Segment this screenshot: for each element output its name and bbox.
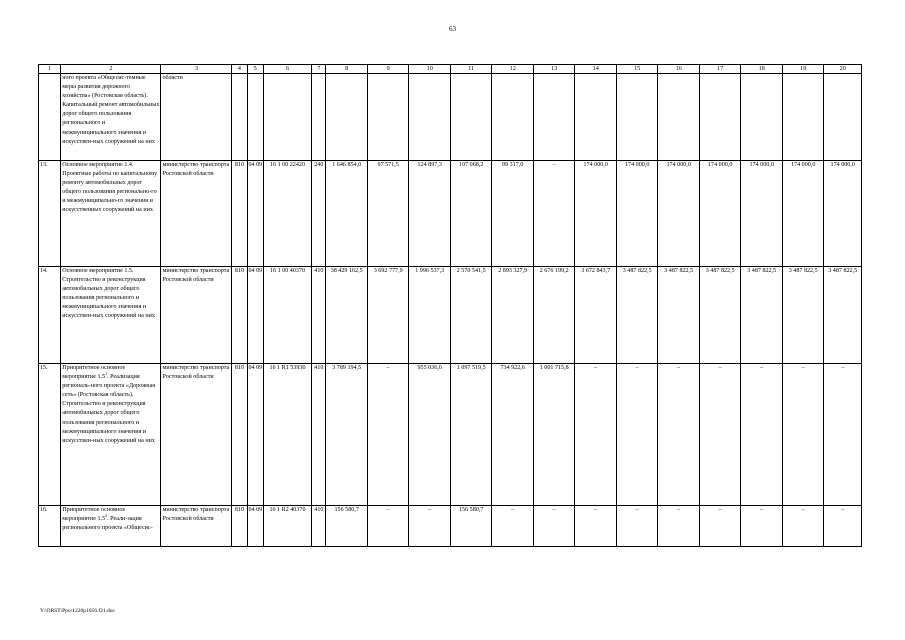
amount-cell: – bbox=[616, 506, 658, 547]
expense-type-cell: 410 bbox=[312, 267, 326, 364]
table-row bbox=[39, 74, 862, 161]
amount-cell: – bbox=[367, 364, 409, 506]
amount-cell: 1 097 519,5 bbox=[450, 364, 492, 506]
measure-name: Основное мероприятие 1.5. Строительство и реконструкция автомобильных дорог общего пользования регионального и межмуниципального значения и искусствен-ных сооружений на них bbox=[62, 268, 155, 320]
amount-cell: – bbox=[782, 364, 824, 506]
amount-cell: 734 922,6 bbox=[492, 364, 534, 506]
column-header: 2 bbox=[61, 65, 161, 74]
column-header: 20 bbox=[824, 65, 862, 74]
expense-type-cell: 410 bbox=[312, 364, 326, 506]
amount-cell bbox=[367, 74, 409, 161]
target-article-cell: 16 1 00 22420 bbox=[263, 161, 312, 267]
amount-cell: – bbox=[824, 364, 862, 506]
amount-cell: 174 000,0 bbox=[658, 161, 700, 267]
amount-cell: – bbox=[782, 506, 824, 547]
row-number-cell: 14. bbox=[39, 267, 61, 364]
column-header: 17 bbox=[699, 65, 741, 74]
amount-cell: 174 000,0 bbox=[616, 161, 658, 267]
amount-cell: 3 487 822,5 bbox=[616, 267, 658, 364]
amount-cell: – bbox=[367, 506, 409, 547]
section-code-cell: 04 09 bbox=[247, 161, 263, 267]
grbs-code-cell: 810 bbox=[232, 506, 247, 547]
amount-cell: – bbox=[824, 506, 862, 547]
amount-cell: 3 487 822,5 bbox=[782, 267, 824, 364]
row-number-cell: 13. bbox=[39, 161, 61, 267]
amount-cell: – bbox=[741, 364, 783, 506]
amount-cell: – bbox=[616, 364, 658, 506]
expense-type-cell: 410 bbox=[312, 506, 326, 547]
target-article-cell: 16 1 R1 53930 bbox=[263, 364, 312, 506]
table-row bbox=[39, 267, 862, 364]
measure-name: Приоритетное основное мероприятие 1.5 bbox=[62, 507, 126, 523]
grbs-code-cell: 810 bbox=[232, 267, 247, 364]
amount-cell: 38 429 162,5 bbox=[326, 267, 368, 364]
amount-cell bbox=[492, 74, 534, 161]
row-number-cell: 15. bbox=[39, 364, 61, 506]
amount-cell: 97 571,5 bbox=[367, 161, 409, 267]
amount-cell: 3 487 822,5 bbox=[741, 267, 783, 364]
column-header: 11 bbox=[450, 65, 492, 74]
amount-cell bbox=[575, 74, 617, 161]
measure-name: Основное мероприятие 1.4. Проектные работы по капитальному ремонту автомобильных дорог общего пользования регионально-го и межмуниципально-го значения и искусственных сооружений на них bbox=[62, 162, 158, 214]
amount-cell: 99 317,0 bbox=[492, 161, 534, 267]
amount-cell: 2 570 541,5 bbox=[450, 267, 492, 364]
amount-cell: – bbox=[492, 506, 534, 547]
measure-name-cell bbox=[61, 161, 161, 267]
grbs-code-cell bbox=[232, 74, 247, 161]
row-number-cell bbox=[39, 74, 61, 161]
table-body bbox=[39, 74, 862, 547]
amount-cell: – bbox=[533, 161, 575, 267]
target-article-cell: 16 1 R2 40370 bbox=[263, 506, 312, 547]
amount-cell bbox=[741, 74, 783, 161]
amount-cell: – bbox=[699, 506, 741, 547]
amount-cell bbox=[533, 74, 575, 161]
amount-cell: 3 487 822,5 bbox=[699, 267, 741, 364]
measure-name-cell bbox=[61, 267, 161, 364]
amount-cell: – bbox=[409, 506, 451, 547]
amount-cell: 3 672 843,7 bbox=[575, 267, 617, 364]
table-row bbox=[39, 161, 862, 267]
column-header: 15 bbox=[616, 65, 658, 74]
column-header: 18 bbox=[741, 65, 783, 74]
amount-cell: 174 000,0 bbox=[699, 161, 741, 267]
measure-name-tail: . Реали-зация регионального проекта «Общесис- bbox=[62, 516, 153, 532]
executor-cell: министерство транспорта Ростовской области bbox=[161, 506, 232, 547]
executor-cell: министерство транспорта Ростовской области bbox=[161, 364, 232, 506]
amount-cell: 1 646 854,0 bbox=[326, 161, 368, 267]
amount-cell bbox=[658, 74, 700, 161]
column-header: 5 bbox=[247, 65, 263, 74]
amount-cell: – bbox=[741, 506, 783, 547]
amount-cell: – bbox=[533, 506, 575, 547]
row-number-cell: 16. bbox=[39, 506, 61, 547]
footnote-marker: 1 bbox=[105, 371, 108, 377]
column-header: 7 bbox=[312, 65, 326, 74]
column-header: 8 bbox=[326, 65, 368, 74]
measure-name-cell bbox=[61, 506, 161, 547]
amount-cell: 3 789 194,5 bbox=[326, 364, 368, 506]
amount-cell: 2 676 199,2 bbox=[533, 267, 575, 364]
column-header: 6 bbox=[263, 65, 312, 74]
column-header: 16 bbox=[658, 65, 700, 74]
column-header: 10 bbox=[409, 65, 451, 74]
executor-cell: министерство транспорта Ростовской области bbox=[161, 267, 232, 364]
header-row bbox=[39, 65, 862, 74]
measure-name-tail: . Реализация региональ-ного проекта «Дорожная сеть» (Ростовская область). Строительство и реконструкция автомобильных дорог общего пользования регионального и межмуниципального значения и искусствен-ных сооружений на них bbox=[62, 374, 156, 444]
measure-name: ного проекта «Общесис-темные меры развития дорожного хозяйства» (Ростовская область). Капитальный ремонт автомобильных дорог общего пользования регионального и межмуниципального значения и искусствен-ных сооружений на них bbox=[62, 75, 160, 145]
column-header: 4 bbox=[232, 65, 247, 74]
amount-cell bbox=[450, 74, 492, 161]
section-code-cell: 04 09 bbox=[247, 267, 263, 364]
executor-cell: министерство транспорта Ростовской области bbox=[161, 161, 232, 267]
amount-cell: – bbox=[658, 364, 700, 506]
expense-type-cell: 240 bbox=[312, 161, 326, 267]
amount-cell: – bbox=[575, 506, 617, 547]
column-header: 14 bbox=[575, 65, 617, 74]
amount-cell bbox=[824, 74, 862, 161]
amount-cell: – bbox=[658, 506, 700, 547]
amount-cell: 3 692 777,9 bbox=[367, 267, 409, 364]
table-header bbox=[39, 65, 862, 74]
amount-cell: 124 897,3 bbox=[409, 161, 451, 267]
amount-cell: 174 000,0 bbox=[741, 161, 783, 267]
section-code-cell: 04 09 bbox=[247, 506, 263, 547]
amount-cell: 3 487 822,5 bbox=[824, 267, 862, 364]
amount-cell: 174 000,0 bbox=[782, 161, 824, 267]
amount-cell bbox=[326, 74, 368, 161]
budget-table bbox=[38, 64, 862, 547]
grbs-code-cell: 810 bbox=[232, 364, 247, 506]
measure-name: Приоритетное основное мероприятие 1.5 bbox=[62, 365, 126, 381]
amount-cell: 1 996 537,3 bbox=[409, 267, 451, 364]
file-path-footer: Y:\ORST\Ppo\1220p1056.f21.doc bbox=[40, 608, 115, 614]
grbs-code-cell: 810 bbox=[232, 161, 247, 267]
amount-cell: 3 487 822,5 bbox=[658, 267, 700, 364]
target-article-cell bbox=[263, 74, 312, 161]
section-code-cell: 04 09 bbox=[247, 364, 263, 506]
amount-cell: 107 068,2 bbox=[450, 161, 492, 267]
column-header: 12 bbox=[492, 65, 534, 74]
executor-cell: области bbox=[161, 74, 232, 161]
amount-cell: 156 580,7 bbox=[326, 506, 368, 547]
amount-cell: – bbox=[575, 364, 617, 506]
column-header: 9 bbox=[367, 65, 409, 74]
column-header: 3 bbox=[161, 65, 232, 74]
table-row bbox=[39, 364, 862, 506]
column-header: 13 bbox=[533, 65, 575, 74]
amount-cell: 955 036,6 bbox=[409, 364, 451, 506]
amount-cell bbox=[409, 74, 451, 161]
amount-cell bbox=[616, 74, 658, 161]
column-header: 19 bbox=[782, 65, 824, 74]
measure-name-cell bbox=[61, 364, 161, 506]
measure-name-cell bbox=[61, 74, 161, 161]
expense-type-cell bbox=[312, 74, 326, 161]
amount-cell: 156 580,7 bbox=[450, 506, 492, 547]
amount-cell bbox=[699, 74, 741, 161]
table-row bbox=[39, 506, 862, 547]
amount-cell: 174 000,0 bbox=[824, 161, 862, 267]
amount-cell: 2 893 327,9 bbox=[492, 267, 534, 364]
amount-cell: 1 001 715,8 bbox=[533, 364, 575, 506]
footnote-marker: 2 bbox=[105, 513, 108, 519]
column-header: 1 bbox=[39, 65, 61, 74]
section-code-cell bbox=[247, 74, 263, 161]
page-number: 63 bbox=[449, 25, 456, 33]
amount-cell: – bbox=[699, 364, 741, 506]
amount-cell: 174 000,0 bbox=[575, 161, 617, 267]
target-article-cell: 16 1 00 40370 bbox=[263, 267, 312, 364]
amount-cell bbox=[782, 74, 824, 161]
